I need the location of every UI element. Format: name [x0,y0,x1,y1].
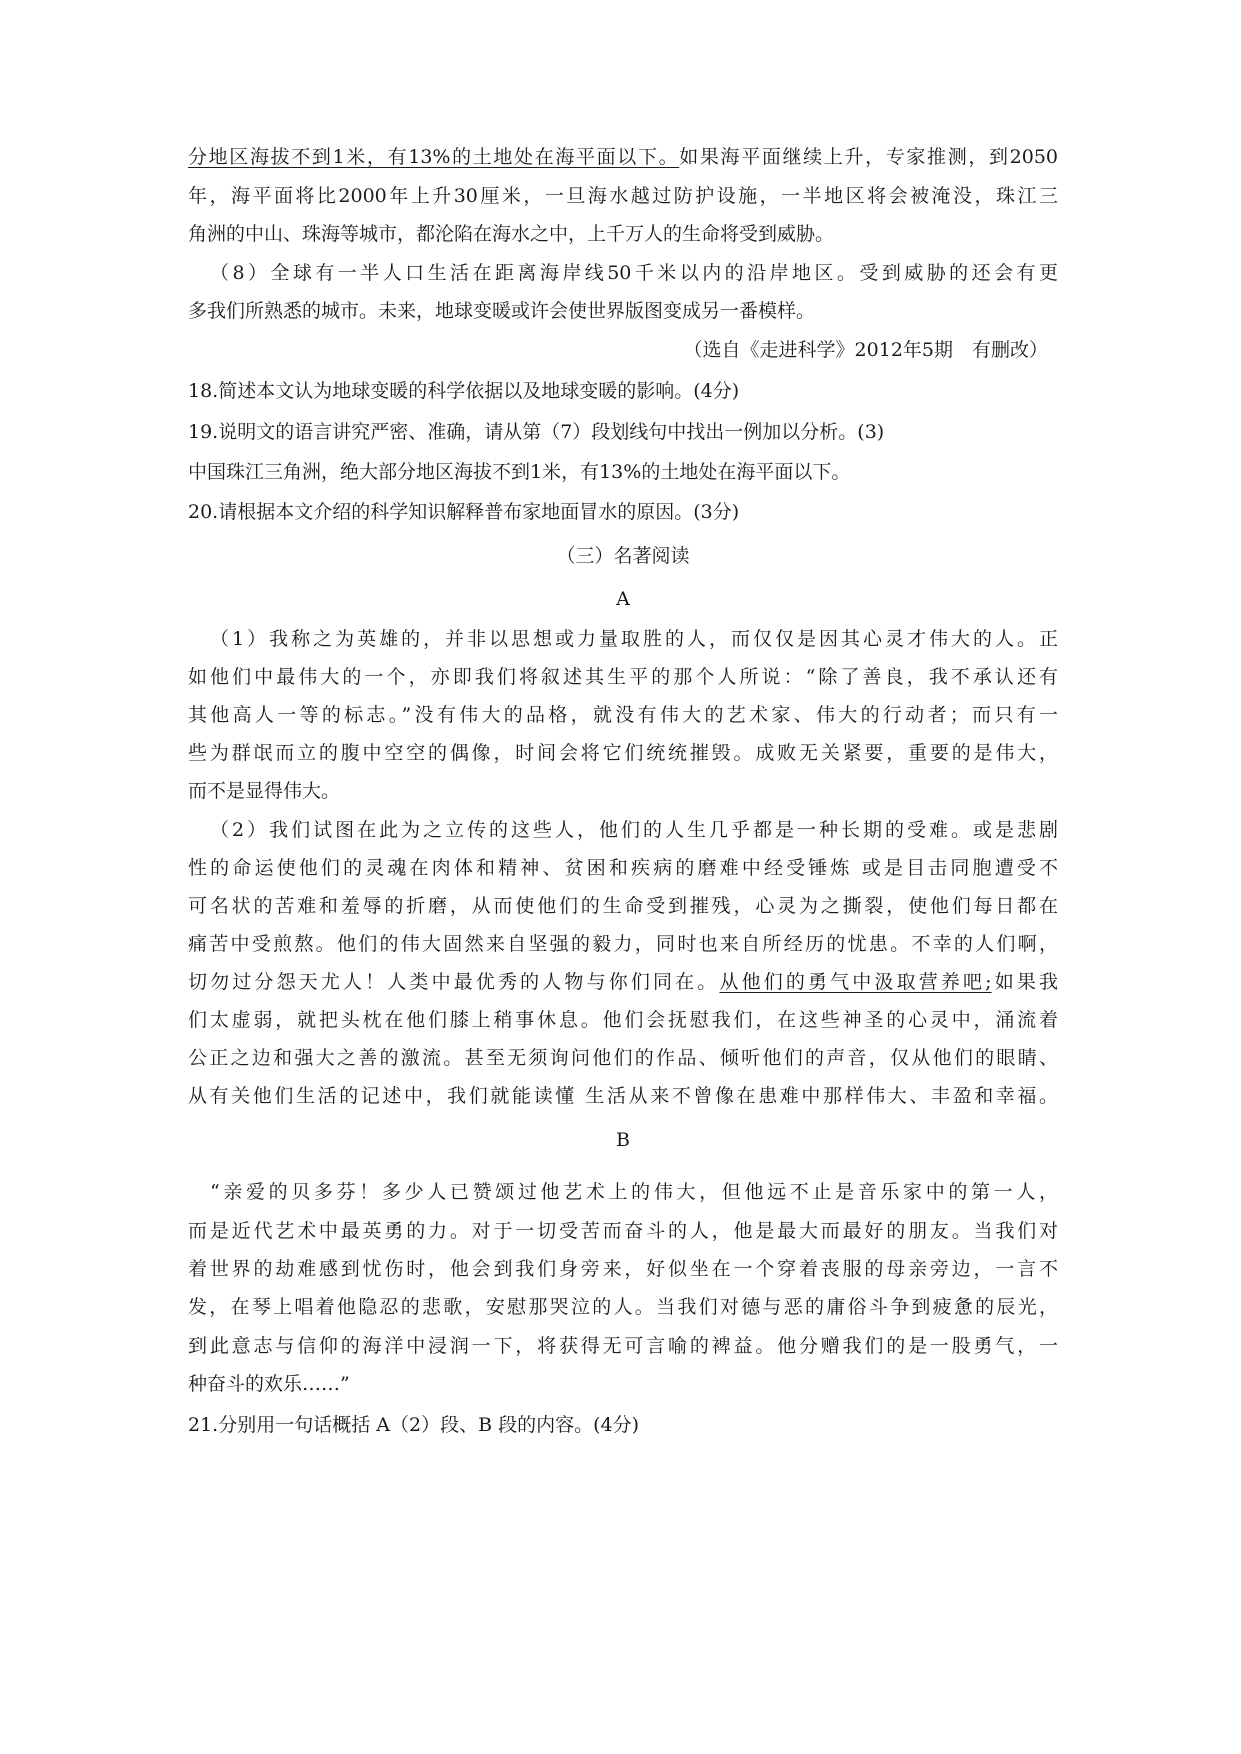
part-a-p1-line-1: （1）我称之为英雄的，并非以思想或力量取胜的人，而仅仅是因其心灵才伟大的人。正 [210,628,1058,650]
part-a-p1-line-2: 如他们中最伟大的一个，亦即我们将叙述其生平的那个人所说：“除了善良，我不承认还有 [188,666,1058,688]
part-a-p2-line-3: 可名状的苦难和羞辱的折磨，从而使他们的生命受到摧残，心灵为之撕裂，使他们每日都在 [188,895,1058,917]
part-a-p1-line-4: 些为群氓而立的腹中空空的偶像，时间会将它们统统摧毁。成败无关紧要，重要的是伟大， [188,742,1058,764]
part-b-line-3: 着世界的劫难感到忧伤时，他会到我们身旁来，好似坐在一个穿着丧服的母亲旁边，一言不 [188,1258,1058,1280]
part-a-p2-line-6: 们太虚弱，就把头枕在他们膝上稍事休息。他们会抚慰我们，在这些神圣的心灵中，涌流着 [188,1009,1058,1031]
question-20: 20.请根据本文介绍的科学知识解释普布家地面冒水的原因。(3分) [188,501,740,523]
part-a-p1-line-5: 而不是显得伟大。 [188,780,341,802]
p7-line-1-rest: 如果海平面继续上升，专家推测，到2050 [679,146,1058,168]
question-21: 21.分别用一句话概括 A（2）段、B 段的内容。(4分) [188,1414,639,1436]
part-a-p2-line-2: 性的命运使他们的灵魂在肉体和精神、贫困和疾病的磨难中经受锤炼 或是目击同胞遭受不 [188,857,1058,879]
question-19: 19.说明文的语言讲究严密、准确，请从第（7）段划线句中找出一例加以分析。(3) [188,421,885,443]
part-b-label: B [616,1129,630,1151]
part-a-p2-line-5-after: 如果我 [991,971,1058,993]
p8-line-2: 多我们所熟悉的城市。未来，地球变暖或许会使世界版图变成另一番模样。 [188,300,816,322]
part-b-line-1: “亲爱的贝多芬！多少人已赞颂过他艺术上的伟大，但他远不止是音乐家中的第一人， [210,1181,1058,1203]
part-b-line-4: 发，在琴上唱着他隐忍的悲歌，安慰那哭泣的人。当我们对德与恶的庸俗斗争到疲惫的辰光， [188,1296,1058,1318]
part-a-p2-line-5-before: 切勿过分怨天尤人！人类中最优秀的人物与你们同在。 [188,971,720,993]
source-note: （选自《走进科学》2012年5期 有删改） [683,339,1048,361]
part-a-p2-line-7: 公正之边和强大之善的激流。甚至无须询问他们的作品、倾听他们的声音，仅从他们的眼睛、 [188,1047,1058,1069]
part-b-line-2: 而是近代艺术中最英勇的力。对于一切受苦而奋斗的人，他是最大而最好的朋友。当我们对 [188,1220,1058,1242]
part-a-p2-line-4: 痛苦中受煎熬。他们的伟大固然来自坚强的毅力，同时也来自所经历的忧患。不幸的人们啊， [188,933,1058,955]
question-19-quote: 中国珠江三角洲，绝大部分地区海拔不到1米，有13%的土地处在海平面以下。 [188,461,851,483]
question-18: 18.简述本文认为地球变暖的科学依据以及地球变暖的影响。(4分) [188,380,740,402]
part-a-p2-line-5 [188,973,1058,992]
part-a-p2-line-1: （2）我们试图在此为之立传的这些人，他们的人生几乎都是一种长期的受难。或是悲剧 [210,819,1058,841]
part-b-line-5: 到此意志与信仰的海洋中浸润一下，将获得无可言喻的裨益。他分赠我们的是一股勇气，一 [188,1335,1058,1357]
p7-line-1 [188,148,1058,167]
part-a-p1-line-3: 其他高人一等的标志。”没有伟大的品格，就没有伟大的艺术家、伟大的行动者；而只有一 [188,704,1058,726]
p7-underlined-sentence: 分地区海拔不到1米，有13%的土地处在海平面以下。 [188,146,680,168]
p7-line-2: 年，海平面将比2000年上升30厘米，一旦海水越过防护设施，一半地区将会被淹没，珠江三 [188,185,1058,207]
p8-line-1: （8）全球有一半人口生活在距离海岸线50千米以内的沿岸地区。受到威胁的还会有更 [210,262,1058,284]
part-a-p2-line-8: 从有关他们生活的记述中，我们就能读懂 生活从来不曾像在患难中那样伟大、丰盈和幸福。 [188,1085,1058,1107]
section-3-title: （三）名著阅读 [556,545,690,567]
p7-line-3: 角洲的中山、珠海等城市，都沦陷在海水之中，上千万人的生命将受到威胁。 [188,223,835,245]
part-b-line-6: 种奋斗的欢乐……” [188,1373,350,1395]
part-a-underlined-sentence: 从他们的勇气中汲取营养吧; [719,971,992,993]
part-a-label: A [616,588,630,610]
